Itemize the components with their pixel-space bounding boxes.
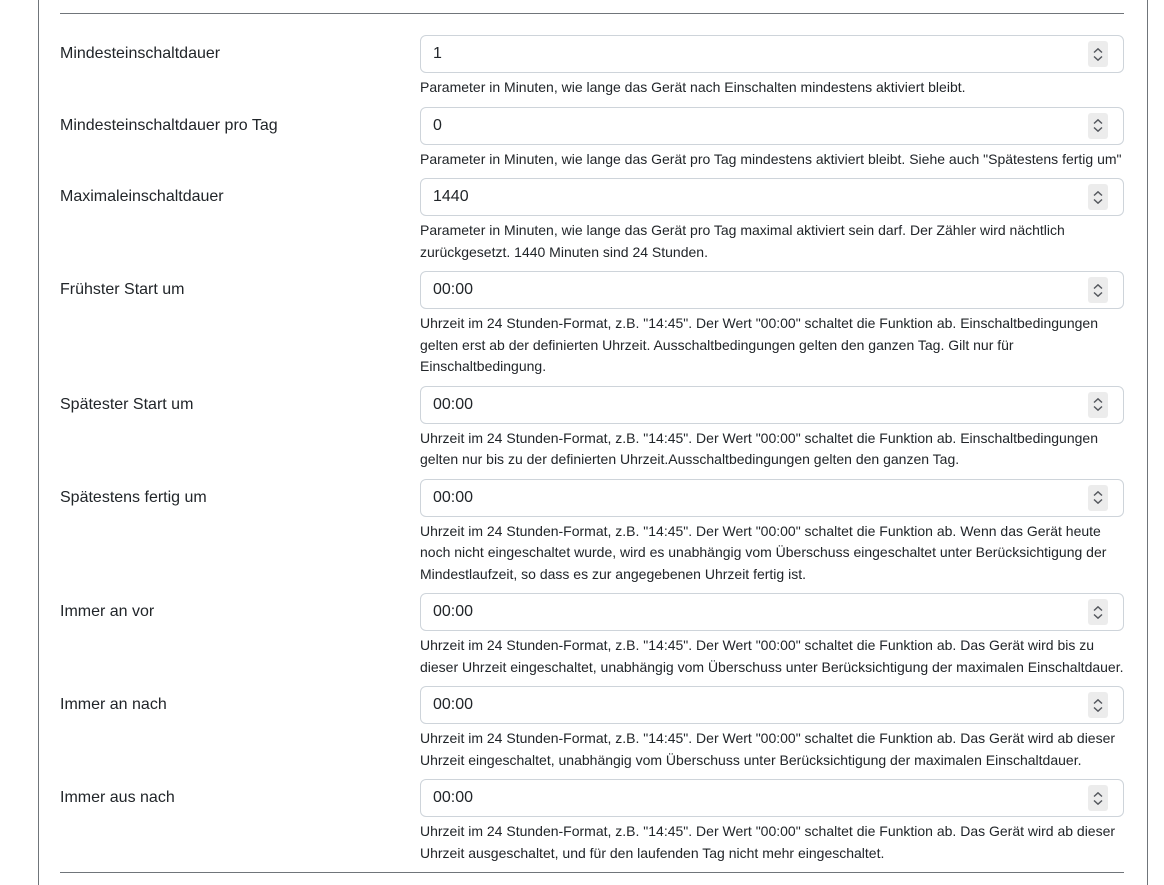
- chevron-up-icon[interactable]: [1093, 284, 1103, 289]
- field-label-mindesteinschaltdauer: Mindesteinschaltdauer: [60, 45, 221, 62]
- immer-an-nach-input[interactable]: [420, 686, 1124, 724]
- chevron-up-icon[interactable]: [1093, 606, 1103, 611]
- input-wrapper: [420, 479, 1124, 517]
- chevron-down-icon[interactable]: [1093, 199, 1103, 204]
- number-spinner[interactable]: [1088, 692, 1108, 718]
- input-wrapper: [420, 107, 1124, 145]
- chevron-up-icon[interactable]: [1093, 491, 1103, 496]
- form-row: [60, 271, 1124, 378]
- input-wrapper: [420, 178, 1124, 216]
- input-wrapper: [420, 271, 1124, 309]
- number-spinner[interactable]: [1088, 113, 1108, 139]
- immer-aus-nach-input[interactable]: [420, 779, 1124, 817]
- field-help-immer-an-vor: Uhrzeit im 24 Stunden-Format, z.B. "14:45". Der Wert "00:00" schaltet die Funktion ab. Das Gerät wird bis zu dieser Uhrzeit eingeschaltet, unabhängig vom Überschuss unter Berücksichtigung der maximalen Einschaltdauer.: [420, 637, 1124, 675]
- chevron-down-icon[interactable]: [1093, 800, 1103, 805]
- form-row: [60, 779, 1124, 864]
- form-row: [60, 479, 1124, 586]
- field-column: [420, 593, 1124, 678]
- left-page-border: [38, 0, 39, 885]
- field-help-maximaleinschaltdauer: Parameter in Minuten, wie lange das Gerät pro Tag maximal aktiviert sein darf. Der Zähler wird nächtlich zurückgesetzt. 1440 Minuten sind 24 Stunden.: [420, 222, 1065, 260]
- chevron-down-icon[interactable]: [1093, 499, 1103, 504]
- field-label-immer-an-nach: Immer an nach: [60, 696, 167, 713]
- number-spinner[interactable]: [1088, 392, 1108, 418]
- maximaleinschaltdauer-input[interactable]: [420, 178, 1124, 216]
- field-help-mindesteinschaltdauer-pro-tag: Parameter in Minuten, wie lange das Gerät pro Tag mindestens aktiviert bleibt. Siehe auch "Spätestens fertig um": [420, 150, 1122, 167]
- field-label-mindesteinschaltdauer-pro-tag: Mindesteinschaltdauer pro Tag: [60, 116, 278, 134]
- field-help-immer-aus-nach: Uhrzeit im 24 Stunden-Format, z.B. "14:45". Der Wert "00:00" schaltet die Funktion ab. Das Gerät wird ab dieser Uhrzeit ausgeschaltet, und für den laufenden Tag nicht mehr eingeschaltet.: [420, 823, 1116, 861]
- field-help-fruehster-start-um: Uhrzeit im 24 Stunden-Format, z.B. "14:45". Der Wert "00:00" schaltet die Funktion ab. Einschaltbedingungen gelten erst ab der definierten Uhrzeit. Ausschaltbedingungen gelten den ganzen Tag. Gilt nur für Einschaltbedingung.: [420, 315, 1098, 374]
- field-column: [420, 35, 1124, 99]
- settings-form: [60, 0, 1124, 873]
- field-label-fruehster-start-um: Frühster Start um: [60, 281, 185, 298]
- bottom-divider: [60, 872, 1124, 873]
- number-spinner[interactable]: [1088, 277, 1108, 303]
- field-help-mindesteinschaltdauer: Parameter in Minuten, wie lange das Gerät nach Einschalten mindestens aktiviert bleibt.: [420, 79, 966, 95]
- fruehster-start-um-input[interactable]: [420, 271, 1124, 309]
- number-spinner[interactable]: [1088, 485, 1108, 511]
- field-column: [420, 386, 1124, 471]
- input-wrapper: [420, 686, 1124, 724]
- field-column: [420, 271, 1124, 378]
- field-column: [420, 178, 1124, 263]
- mindesteinschaltdauer-pro-tag-input[interactable]: [420, 107, 1124, 145]
- chevron-down-icon[interactable]: [1093, 614, 1103, 619]
- field-help-spaetestens-fertig-um: Uhrzeit im 24 Stunden-Format, z.B. "14:45". Der Wert "00:00" schaltet die Funktion ab. Wenn das Gerät heute noch nicht eingeschaltet wurde, wird es unabhängig vom Überschuss eingeschaltet unter Berücksichtigung der Mindestlaufzeit, so dass es zur angegebenen Uhrzeit fertig ist.: [420, 522, 1107, 582]
- form-row: [60, 593, 1124, 678]
- input-wrapper: [420, 779, 1124, 817]
- chevron-down-icon[interactable]: [1093, 292, 1103, 297]
- input-wrapper: [420, 386, 1124, 424]
- field-label-immer-aus-nach: Immer aus nach: [60, 789, 175, 806]
- field-column: [420, 779, 1124, 864]
- field-help-immer-an-nach: Uhrzeit im 24 Stunden-Format, z.B. "14:45". Der Wert "00:00" schaltet die Funktion ab. Das Gerät wird ab dieser Uhrzeit eingeschaltet, unabhängig vom Überschuss unter Berücksichtigung der maximalen Einschaltdauer.: [420, 730, 1116, 768]
- field-column: [420, 479, 1124, 586]
- form-row: [60, 107, 1124, 171]
- right-page-border: [1147, 0, 1148, 885]
- immer-an-vor-input[interactable]: [420, 593, 1124, 631]
- form-row: [60, 35, 1124, 99]
- chevron-down-icon[interactable]: [1093, 127, 1103, 132]
- form-row: [60, 686, 1124, 771]
- chevron-up-icon[interactable]: [1093, 119, 1103, 124]
- input-wrapper: [420, 35, 1124, 73]
- field-label-spaetester-start-um: Spätester Start um: [60, 395, 194, 413]
- top-divider: [60, 13, 1124, 14]
- field-label-immer-an-vor: Immer an vor: [60, 603, 155, 620]
- chevron-up-icon[interactable]: [1093, 48, 1103, 53]
- chevron-up-icon[interactable]: [1093, 699, 1103, 704]
- number-spinner[interactable]: [1088, 599, 1108, 625]
- form-row: [60, 178, 1124, 263]
- field-help-spaetester-start-um: Uhrzeit im 24 Stunden-Format, z.B. "14:45". Der Wert "00:00" schaltet die Funktion ab. Einschaltbedingungen gelten nur bis zu der definierten Uhrzeit.Ausschaltbedingungen gelten den ganzen Tag.: [420, 429, 1098, 467]
- mindesteinschaltdauer-input[interactable]: [420, 35, 1124, 73]
- number-spinner[interactable]: [1088, 41, 1108, 67]
- chevron-up-icon[interactable]: [1093, 792, 1103, 797]
- field-column: [420, 107, 1124, 171]
- chevron-up-icon[interactable]: [1093, 398, 1103, 403]
- number-spinner[interactable]: [1088, 785, 1108, 811]
- field-label-spaetestens-fertig-um: Spätestens fertig um: [60, 488, 207, 506]
- input-wrapper: [420, 593, 1124, 631]
- number-spinner[interactable]: [1088, 184, 1108, 210]
- spaetester-start-um-input[interactable]: [420, 386, 1124, 424]
- form-rows: [60, 35, 1124, 864]
- field-label-maximaleinschaltdauer: Maximaleinschaltdauer: [60, 188, 224, 205]
- chevron-down-icon[interactable]: [1093, 56, 1103, 61]
- chevron-down-icon[interactable]: [1093, 406, 1103, 411]
- chevron-up-icon[interactable]: [1093, 191, 1103, 196]
- field-column: [420, 686, 1124, 771]
- chevron-down-icon[interactable]: [1093, 707, 1103, 712]
- spaetestens-fertig-um-input[interactable]: [420, 479, 1124, 517]
- form-row: [60, 386, 1124, 471]
